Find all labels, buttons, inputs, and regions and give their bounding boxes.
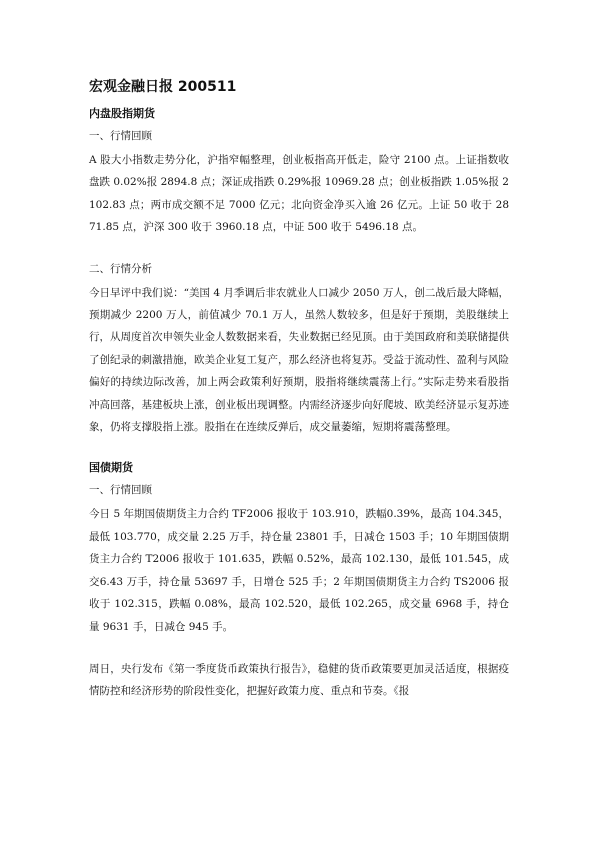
stock-analysis-paragraph: 今日早评中我们说：“美国 4 月季调后非农就业人口减少 2050 万人，创二战后最大降幅，预期减少 2200 万人，前值减少 70.1 万人，虽然人数较多，但是好于预期，美股继续上行，从周度首次申领失业金人数数据来看，失业数据已经见顶。由于美国政府和美联储提供了创纪录的刺激措施，欧美企业复工复产，那么经济也将复苏。受益于流动性、盈利与风险偏好的持续边际改善，加上两会政策利好预期，股指将继续震荡上行。”实际走势来看股指冲高回落，基建板块上涨，创业板出现调整。内需经济逐步向好爬坡、欧美经济显示复苏迹象，仍将支撑股指上涨。股指在在连续反弹后，成交量萎缩，短期将震荡整理。 [89, 286, 509, 434]
stock-futures-heading: 内盘股指期货 [89, 107, 155, 120]
bond-review-heading: 一、行情回顾 [89, 484, 152, 497]
stock-review-heading: 一、行情回顾 [89, 130, 152, 142]
document-body [89, 78, 509, 703]
stock-analysis-heading: 二、行情分析 [89, 262, 152, 275]
stock-review-paragraph: A 股大小指数走势分化，沪指窄幅整理，创业板指高开低走，险守 2100 点。上证指数收盘跌 0.02%报 2894.8 点；深证成指跌 0.29%报 10969.28 点；创业板指跌 1.05%报 2102.83 点；两市成交额不足 7000 亿元；北向资金净买入逾 26 亿元。上证 50 收于 2871.85 点，沪深 300 收于 3960.18 点，中证 500 收于 5496.18 点。 [89, 154, 509, 234]
document-title: 宏观金融日报 200511 [89, 79, 237, 95]
bond-review-paragraph: 今日 5 年期国债期货主力合约 TF2006 报收于 103.910，跌幅0.39%，最高 104.345，最低 103.770，成交量 2.25 万手，持仓量 23801 手，日减仓 1503 手；10 年期国债期货主力合约 T2006 报收于 101.635，跌幅 0.52%，最高 102.130，最低 101.545，成交6.43 万手，持仓量 53697 手，日增仓 525 手；2 年期国债期货主力合约 TS2006 报收于 102.315，跌幅 0.08%，最高 102.520，最低 102.265，成交量 6968 手，持仓量 9631 手，日减仓 945 手。 [89, 508, 509, 633]
bond-news-paragraph: 周日，央行发布《第一季度货币政策执行报告》，稳健的货币政策要更加灵活适度，根据疫情防控和经济形势的阶段性变化，把握好政策力度、重点和节奏。《报 [89, 662, 509, 698]
bond-futures-heading: 国债期货 [89, 461, 133, 475]
